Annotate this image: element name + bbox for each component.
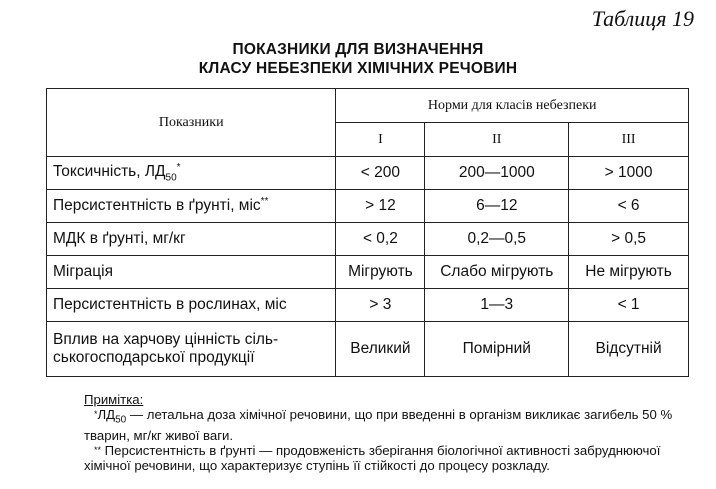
hazard-class-table (46, 88, 689, 377)
row-label-line-2: ськогосподарської продукції (53, 349, 255, 366)
header-class-1: I (336, 123, 425, 157)
row-value-class-1: < 200 (336, 157, 425, 190)
table-row (47, 256, 689, 289)
row-value-class-1: Великий (336, 322, 425, 377)
table-row (47, 289, 689, 322)
header-indicators: Показники (47, 89, 336, 157)
table-row (47, 223, 689, 256)
row-value-class-3: Не мігрують (569, 256, 689, 289)
row-value-class-1: Мігрують (336, 256, 425, 289)
header-row (47, 89, 689, 123)
row-label: МДК в ґрунті, мг/кг (47, 223, 336, 256)
row-value-class-2: Слабо мігрують (425, 256, 569, 289)
header-class-3: III (569, 123, 689, 157)
table-row (47, 190, 689, 223)
row-label (47, 322, 336, 377)
row-value-class-3: > 1000 (569, 157, 689, 190)
note-2: ** Персистентність в ґрунті — продовженість зберігання біологічної активності забруднюючої хімічної речовини, що характеризує ступінь її стійкості до процесу розкладу. (84, 442, 661, 473)
row-value-class-2: 200—1000 (425, 157, 569, 190)
row-value-class-3: > 0,5 (569, 223, 689, 256)
row-value-class-2: 0,2—0,5 (425, 223, 569, 256)
row-label: Токсичність, $ЛД_{50}^*$ (47, 157, 336, 190)
table-notes (84, 392, 694, 473)
row-value-class-2: 6—12 (425, 190, 569, 223)
row-value-class-1: < 0,2 (336, 223, 425, 256)
row-label: Персистентність в ґрунті, міс** (47, 190, 336, 223)
title-line-1: ПОКАЗНИКИ ДЛЯ ВИЗНАЧЕННЯ (232, 41, 484, 58)
row-label-line-1: Вплив на харчову цінність сіль- (53, 331, 279, 348)
row-value-class-2: Помірний (425, 322, 569, 377)
table-number: Таблиця 19 (591, 6, 694, 31)
row-value-class-3: < 6 (569, 190, 689, 223)
row-value-class-1: > 3 (336, 289, 425, 322)
row-label: Міграція (47, 256, 336, 289)
notes-heading: Примітка: (84, 392, 144, 407)
row-value-class-1: > 12 (336, 190, 425, 223)
table-row (47, 322, 689, 377)
table-row (47, 157, 689, 190)
title-line-2: КЛАСУ НЕБЕЗПЕКИ ХІМІЧНИХ РЕЧОВИН (198, 60, 518, 77)
header-class-2: II (425, 123, 569, 157)
table-title (0, 40, 716, 78)
header-norms: Норми для класів небезпеки (336, 89, 689, 123)
row-label: Персистентність в рослинах, міс (47, 289, 336, 322)
note-1: $^*ЛД_{50}$ — летальна доза хімічної речовини, що при введенні в організм викликає загибель 50 % тварин, мг/кг живої ваги. (84, 407, 673, 443)
row-value-class-3: < 1 (569, 289, 689, 322)
row-value-class-2: 1—3 (425, 289, 569, 322)
row-value-class-3: Відсутній (569, 322, 689, 377)
